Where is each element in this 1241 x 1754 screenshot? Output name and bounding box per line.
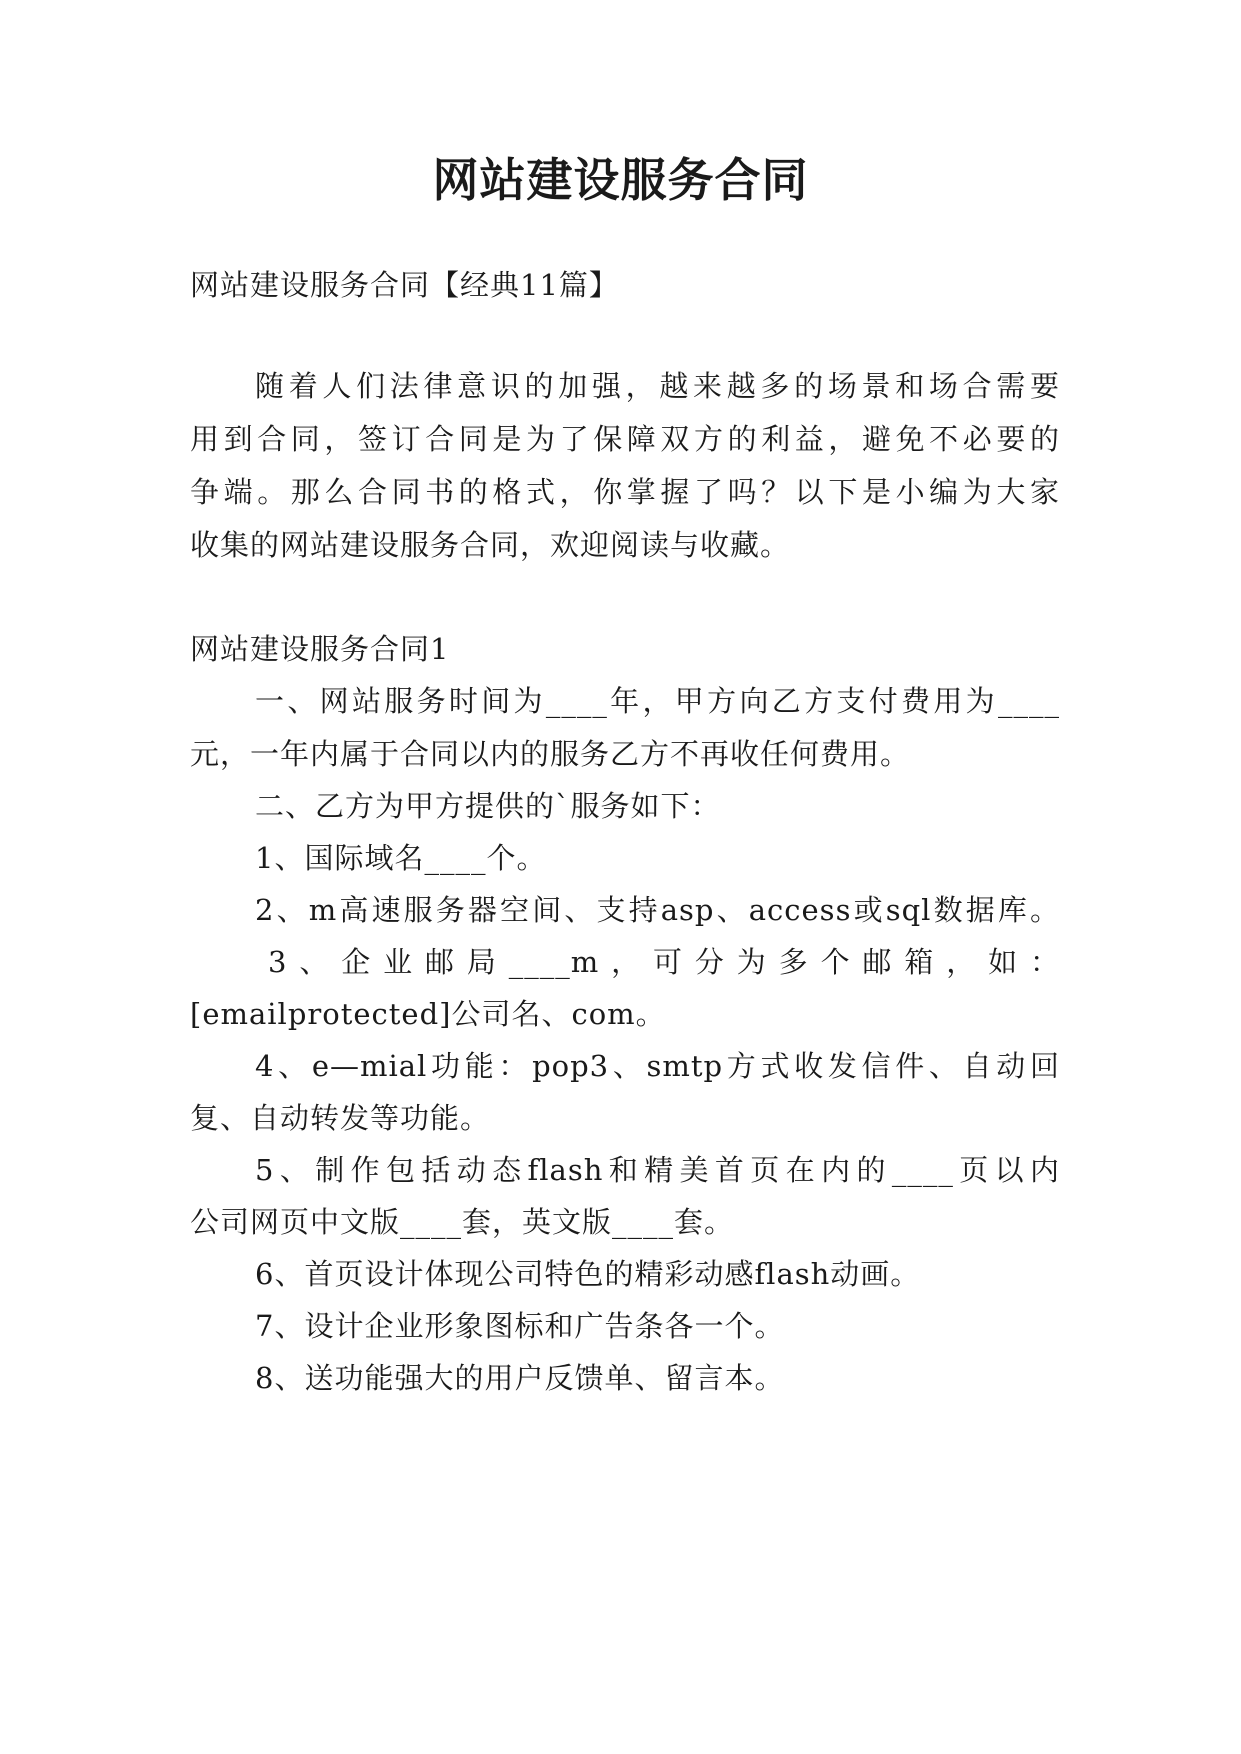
section-heading: 网站建设服务合同1 bbox=[190, 632, 450, 666]
item-3-line-2: [emailprotected]公司名、com。 bbox=[190, 997, 666, 1031]
item-6: 6、首页设计体现公司特色的精彩动感flash动画。 bbox=[255, 1257, 921, 1291]
item-2: 2、m高速服务器空间、支持asp、access或sql数据库。 bbox=[255, 893, 1060, 927]
intro-line-1: 随着人们法律意识的加强，越来越多的场景和场合需要 bbox=[255, 369, 1060, 403]
item-7: 7、设计企业形象图标和广告条各一个。 bbox=[255, 1309, 785, 1343]
clause1-line-1: 一、网站服务时间为____年，甲方向乙方支付费用为____ bbox=[255, 684, 1060, 718]
document-title: 网站建设服务合同 bbox=[432, 153, 809, 207]
item-5-line-2: 公司网页中文版____套，英文版____套。 bbox=[190, 1205, 735, 1239]
item-3-line-1: 3、企业邮局____m，可分为多个邮箱，如： bbox=[268, 945, 1060, 979]
document-subtitle: 网站建设服务合同【经典11篇】 bbox=[190, 268, 619, 302]
item-4-line-2: 复、自动转发等功能。 bbox=[190, 1101, 491, 1135]
clause1-line-2: 元，一年内属于合同以内的服务乙方不再收任何费用。 bbox=[190, 737, 911, 771]
item-4-line-1: 4、e—mial功能：pop3、smtp方式收发信件、自动回 bbox=[255, 1049, 1060, 1083]
intro-line-2: 用到合同，签订合同是为了保障双方的利益，避免不必要的 bbox=[190, 422, 1060, 456]
item-5-line-1: 5、制作包括动态flash和精美首页在内的____页以内 bbox=[255, 1153, 1060, 1187]
clause2-heading: 二、乙方为甲方提供的`服务如下： bbox=[255, 789, 721, 823]
intro-line-3: 争端。那么合同书的格式，你掌握了吗？以下是小编为大家 bbox=[190, 475, 1060, 509]
intro-line-4: 收集的网站建设服务合同，欢迎阅读与收藏。 bbox=[190, 528, 791, 562]
item-1: 1、国际域名____个。 bbox=[255, 841, 547, 875]
item-8: 8、送功能强大的用户反馈单、留言本。 bbox=[255, 1361, 785, 1395]
